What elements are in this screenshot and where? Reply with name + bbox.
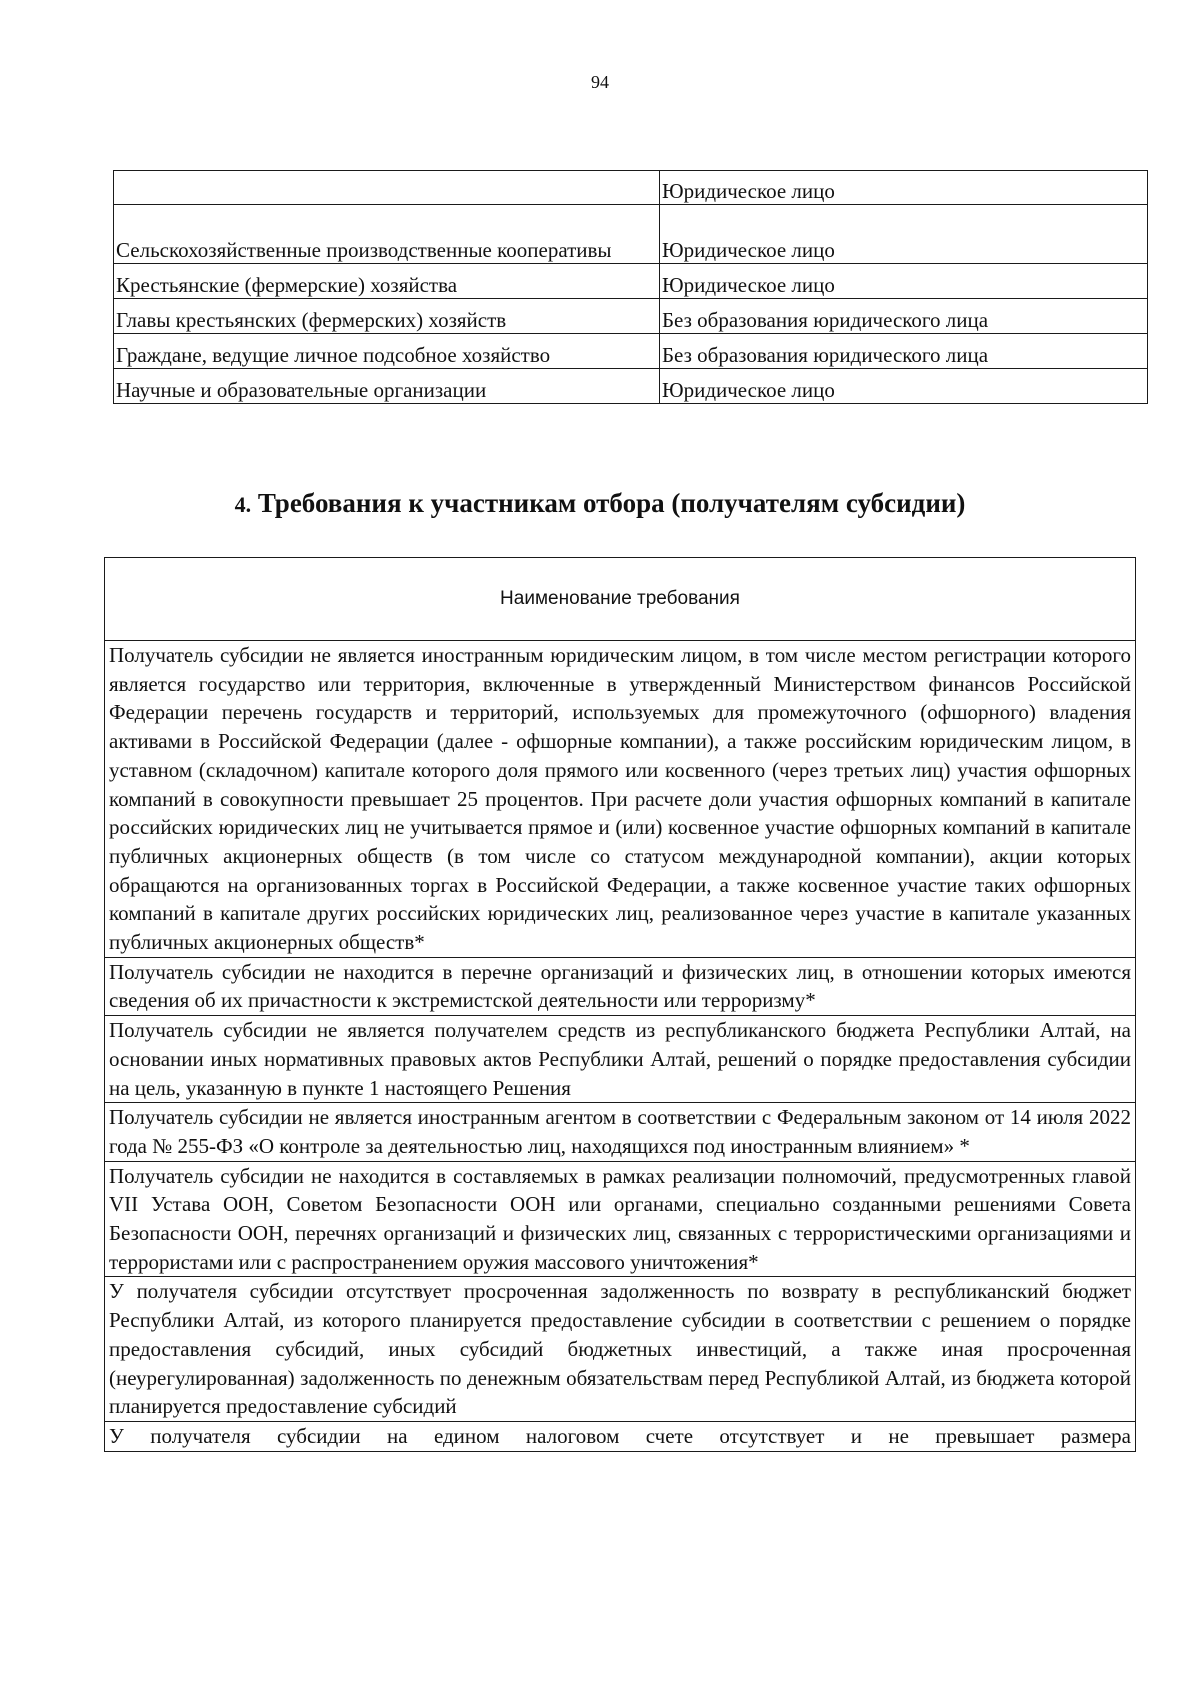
- org-type-cell: [114, 171, 660, 205]
- org-type-cell: Сельскохозяйственные производственные кооперативы: [114, 205, 660, 264]
- org-type-cell: Граждане, ведущие личное подсобное хозяйство: [114, 334, 660, 369]
- table-row: [114, 299, 1148, 334]
- table-row: [114, 205, 1148, 264]
- org-type-cell: Главы крестьянских (фермерских) хозяйств: [114, 299, 660, 334]
- section-heading: [0, 488, 1200, 519]
- requirement-cell: У получателя субсидии на едином налоговом счете отсутствует и не превышает размера: [105, 1421, 1136, 1451]
- table-row: [105, 641, 1136, 958]
- requirement-cell: Получатель субсидии не является иностранным юридическим лицом, в том числе местом регистрации которого является государство или территория, включенные в утвержденный Министерством финансов Российской Федерации перечень государств и территорий, используемых для промежуточного (офшорного) владения активами в Российской Федерации (далее - офшорные компании), а также российским юридическим лицом, в уставном (складочном) капитале которого доля прямого или косвенного (через третьих лиц) участия офшорных компаний в совокупности превышает 25 процентов. При расчете доли участия офшорных компаний в капитале российских юридических лиц не учитывается прямое и (или) косвенное участие офшорных компаний в капитале публичных акционерных обществ (в том числе со статусом международной компании), акции которых обращаются на организованных торгах в Российской Федерации, а также косвенное участие таких офшорных компаний в капитале других российских юридических лиц, реализованное через участие в капитале указанных публичных акционерных обществ*: [105, 641, 1136, 958]
- table-row: [105, 1421, 1136, 1451]
- table-row: [105, 1016, 1136, 1103]
- legal-form-cell: Юридическое лицо: [660, 205, 1148, 264]
- requirement-cell: Получатель субсидии не находится в составляемых в рамках реализации полномочий, предусмотренных главой VII Устава ООН, Советом Безопасности ООН или органами, специально созданными решениями Совета Безопасности ООН, перечнях организаций и физических лиц, связанных с террористическими организациями и террористами или с распространением оружия массового уничтожения*: [105, 1161, 1136, 1277]
- table-row: [114, 171, 1148, 205]
- requirement-header: Наименование требования: [105, 558, 1136, 641]
- table-row: [114, 369, 1148, 404]
- section-title: Требования к участникам отбора (получателям субсидии): [257, 488, 966, 518]
- requirement-cell: Получатель субсидии не является иностранным агентом в соответствии с Федеральным законом от 14 июля 2022 года № 255-ФЗ «О контроле за деятельностью лиц, находящихся под иностранным влиянием» *: [105, 1103, 1136, 1161]
- section-number: 4.: [234, 492, 252, 517]
- page-number: 94: [591, 72, 609, 92]
- legal-form-cell: Юридическое лицо: [660, 369, 1148, 404]
- legal-form-cell: Юридическое лицо: [660, 264, 1148, 299]
- organization-types-table: [113, 170, 1148, 404]
- table-row: [105, 957, 1136, 1015]
- legal-form-cell: Без образования юридического лица: [660, 299, 1148, 334]
- requirement-cell: Получатель субсидии не является получателем средств из республиканского бюджета Республики Алтай, на основании иных нормативных правовых актов Республики Алтай, решений о порядке предоставления субсидии на цель, указанную в пункте 1 настоящего Решения: [105, 1016, 1136, 1103]
- table-header-row: [105, 558, 1136, 641]
- requirement-cell: У получателя субсидии отсутствует просроченная задолженность по возврату в республиканский бюджет Республики Алтай, из которого планируется предоставление субсидии в соответствии с решением о порядке предоставления субсидий, иных субсидий бюджетных инвестиций, а также иная просроченная (неурегулированная) задолженность по денежным обязательствам перед Республикой Алтай, из бюджета которой планируется предоставление субсидий: [105, 1277, 1136, 1422]
- table-row: [105, 1277, 1136, 1422]
- org-type-cell: Крестьянские (фермерские) хозяйства: [114, 264, 660, 299]
- table-row: [114, 334, 1148, 369]
- org-type-cell: Научные и образовательные организации: [114, 369, 660, 404]
- requirements-table: [104, 557, 1136, 1452]
- requirement-cell: Получатель субсидии не находится в перечне организаций и физических лиц, в отношении которых имеются сведения об их причастности к экстремистской деятельности или терроризму*: [105, 957, 1136, 1015]
- legal-form-cell: Юридическое лицо: [660, 171, 1148, 205]
- legal-form-cell: Без образования юридического лица: [660, 334, 1148, 369]
- table-row: [105, 1103, 1136, 1161]
- table-row: [105, 1161, 1136, 1277]
- table-row: [114, 264, 1148, 299]
